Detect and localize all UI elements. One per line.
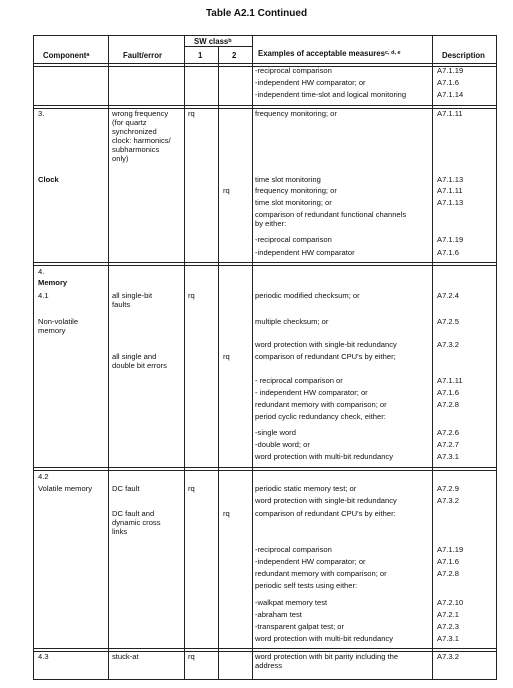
column-header-sw-class: SW class$^b$ [194, 37, 232, 46]
fault-text: (for quartz [112, 118, 147, 127]
description-ref: A7.2.9 [437, 484, 459, 493]
measure-text: -single word [255, 428, 296, 437]
component-name: Memory [38, 278, 68, 287]
table-title: Table A2.1 Continued [205, 8, 308, 19]
sub-component-number: 4.3 [38, 652, 49, 661]
description-ref: A7.1.11 [437, 376, 463, 385]
description-ref: A7.2.4 [437, 291, 459, 300]
measure-text: redundant memory with comparison; or [255, 569, 387, 578]
column-header-description: Description [442, 51, 485, 60]
sub-component-number: 4.2 [38, 472, 49, 481]
measure-text: -walkpat memory test [255, 598, 328, 607]
description-ref: A7.3.2 [437, 652, 459, 661]
requirement-mark: rq [188, 109, 195, 118]
description-ref: A7.3.2 [437, 340, 459, 349]
measure-text: -independent HW comparator; or [255, 78, 366, 87]
measure-text: -abraham test [255, 610, 302, 619]
measure-text: -reciprocal comparison [255, 66, 332, 75]
requirement-mark: rq [223, 352, 230, 361]
requirement-mark: rq [223, 186, 230, 195]
component-number: 3. [38, 109, 45, 118]
measure-text: - reciprocal comparison or [255, 376, 343, 385]
description-ref: A7.1.13 [437, 198, 464, 207]
description-ref: A7.2.5 [437, 317, 459, 326]
fault-text: DC fault [112, 484, 140, 493]
fault-text: all single and [112, 352, 157, 361]
column-header-component: Component$^a$ [43, 51, 90, 60]
description-ref: A7.1.11 [437, 186, 463, 195]
measure-text: -reciprocal comparison [255, 235, 332, 244]
fault-text: wrong frequency [112, 109, 169, 118]
measure-text: comparison of redundant CPU's by either: [255, 509, 396, 518]
fault-text: stuck-at [112, 652, 139, 661]
sub-component-name: Volatile memory [38, 484, 93, 493]
measure-text: comparison of redundant functional channels [255, 210, 407, 219]
fault-text: all single-bit [112, 291, 153, 300]
description-ref: A7.2.8 [437, 400, 459, 409]
measure-text: word protection with single-bit redundancy [255, 496, 397, 505]
column-divider [218, 46, 219, 679]
measure-text: frequency monitoring; or [255, 109, 337, 118]
measure-text: time slot monitoring; or [255, 198, 332, 207]
fault-text: only) [112, 154, 129, 163]
measure-text: -independent HW comparator; or [255, 557, 366, 566]
fault-text: synchronized [112, 127, 157, 136]
measure-text: word protection with bit parity including the [255, 652, 399, 661]
section-divider [34, 262, 496, 266]
sub-component-name: memory [38, 326, 66, 335]
description-ref: A7.1.11 [437, 109, 463, 118]
sub-component-number: 4.1 [38, 291, 49, 300]
measure-text: periodic static memory test; or [255, 484, 357, 493]
description-ref: A7.1.19 [437, 66, 464, 75]
column-divider [108, 36, 109, 679]
description-ref: A7.2.6 [437, 428, 459, 437]
requirement-mark: rq [188, 291, 195, 300]
description-ref: A7.1.6 [437, 78, 459, 87]
measure-text: frequency monitoring; or [255, 186, 337, 195]
description-ref: A7.1.13 [437, 175, 464, 184]
description-ref: A7.1.19 [437, 235, 464, 244]
fault-text: links [112, 527, 128, 536]
measure-text: - independent HW comparator; or [255, 388, 368, 397]
fault-text: dynamic cross [112, 518, 161, 527]
fault-text: clock: harmonics/ [112, 136, 171, 145]
sub-component-name: Non-volatile [38, 317, 79, 326]
column-divider [184, 36, 185, 679]
description-ref: A7.3.2 [437, 496, 459, 505]
measure-text: comparison of redundant CPU's by either; [255, 352, 396, 361]
measure-text: periodic self tests using either: [255, 581, 358, 590]
measure-text: address [255, 661, 283, 670]
fault-text: double bit errors [112, 361, 167, 370]
measure-text: -double word; or [255, 440, 310, 449]
column-divider [432, 36, 433, 679]
column-header-fault: Fault/error [123, 51, 162, 60]
description-ref: A7.2.1 [437, 610, 459, 619]
measure-text: -independent time-slot and logical monitoring [255, 90, 407, 99]
description-ref: A7.1.6 [437, 248, 459, 257]
description-ref: A7.2.7 [437, 440, 459, 449]
component-number: 4. [38, 267, 45, 276]
measure-text: multiple checksum; or [255, 317, 329, 326]
description-ref: A7.1.19 [437, 545, 464, 554]
column-header-sw-1: 1 [198, 51, 203, 60]
safety-measures-table [33, 35, 497, 680]
description-ref: A7.2.8 [437, 569, 459, 578]
column-header-sw-2: 2 [232, 51, 237, 60]
measure-text: word protection with single-bit redundancy [255, 340, 397, 349]
description-ref: A7.1.6 [437, 557, 459, 566]
measure-text: -transparent galpat test; or [255, 622, 345, 631]
measure-text: redundant memory with comparison; or [255, 400, 387, 409]
measure-text: -reciprocal comparison [255, 545, 332, 554]
fault-text: subharmonics [112, 145, 160, 154]
fault-text: DC fault and [112, 509, 155, 518]
description-ref: A7.1.14 [437, 90, 464, 99]
requirement-mark: rq [188, 484, 195, 493]
measure-text: word protection with multi-bit redundancy [255, 452, 394, 461]
description-ref: A7.3.1 [437, 634, 459, 643]
measure-text: -independent HW comparator [255, 248, 355, 257]
description-ref: A7.2.10 [437, 598, 464, 607]
column-divider [252, 36, 253, 679]
description-ref: A7.3.1 [437, 452, 459, 461]
fault-text: faults [112, 300, 131, 309]
section-divider [34, 467, 496, 471]
measure-text: time slot monitoring [255, 175, 321, 184]
requirement-mark: rq [223, 509, 230, 518]
measure-text: word protection with multi-bit redundancy [255, 634, 394, 643]
requirement-mark: rq [188, 652, 195, 661]
measure-text: period cyclic redundancy check, either: [255, 412, 386, 421]
column-header-examples: Examples of acceptable measures$^{c, d, e}$ [258, 49, 401, 58]
measure-text: by either: [255, 219, 287, 228]
description-ref: A7.2.3 [437, 622, 459, 631]
measure-text: periodic modified checksum; or [255, 291, 360, 300]
component-name: Clock [38, 175, 59, 184]
description-ref: A7.1.6 [437, 388, 459, 397]
